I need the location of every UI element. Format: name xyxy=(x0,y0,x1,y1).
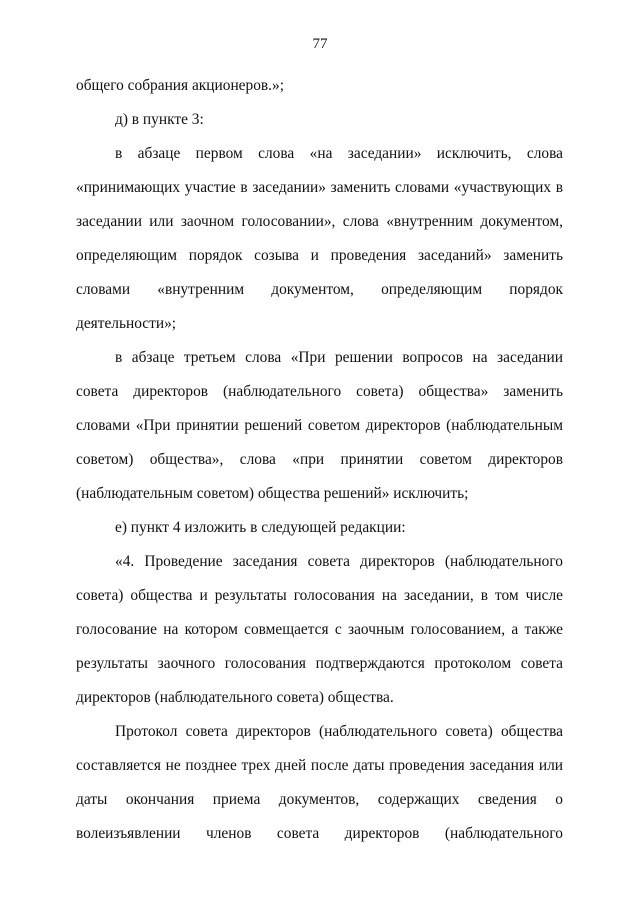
paragraph: в абзаце третьем слова «При решении вопросов на заседании совета директоров (наблюдательного совета) общества» заменить словами «При принятии решений советом директоров (наблюдательным советом) общества», слова «при принятии советом директоров (наблюдательным советом) общества решений» исключить; xyxy=(76,349,563,502)
document-body xyxy=(76,69,563,851)
paragraph: общего собрания акционеров.»; xyxy=(76,77,284,94)
paragraph: д) в пункте 3: xyxy=(115,111,204,128)
paragraph: в абзаце первом слова «на заседании» исключить, слова «принимающих участие в заседании» заменить словами «участвующих в заседании или заочном голосовании», слова «внутренним документом, определяющим порядок созыва и проведения заседаний» заменить словами «внутренним документом, определяющим порядок деятельности»; xyxy=(76,145,563,332)
paragraph: Протокол совета директоров (наблюдательного совета) общества составляется не позднее трех дней после даты проведения заседания или даты окончания приема документов, содержащих сведения о волеизъявлении членов совета директоров (наблюдательного xyxy=(76,723,563,842)
paragraph: е) пункт 4 изложить в следующей редакции: xyxy=(115,519,406,536)
paragraph: «4. Проведение заседания совета директоров (наблюдательного совета) общества и результаты голосования на заседании, в том числе голосование на котором совмещается с заочным голосованием, а также результаты заочного голосования подтверждаются протоколом совета директоров (наблюдательного совета) общества. xyxy=(76,553,563,706)
page-number: 77 xyxy=(312,36,328,52)
